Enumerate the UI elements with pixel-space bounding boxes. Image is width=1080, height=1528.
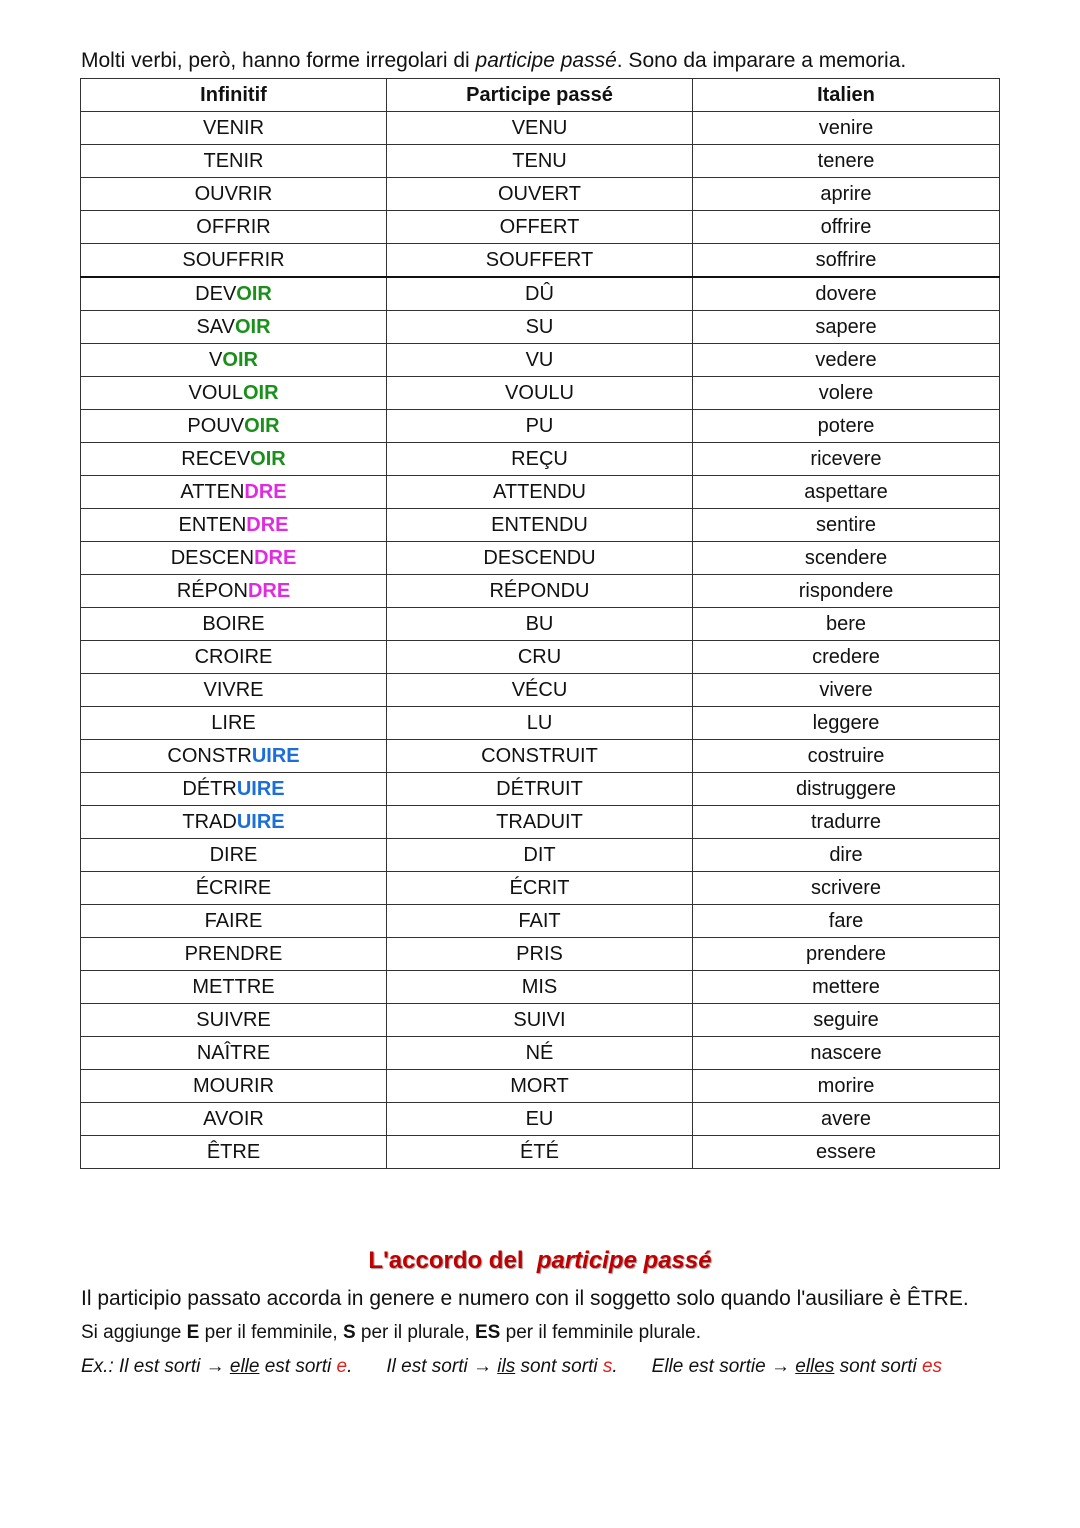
table-row bbox=[81, 542, 1000, 575]
cell-infinitif bbox=[81, 674, 387, 707]
cell-italien: scrivere bbox=[693, 872, 1000, 905]
p2-text-2: per il femminile, bbox=[199, 1322, 343, 1343]
p2-text-4: per il femminile plurale. bbox=[500, 1322, 701, 1343]
infinitif-stem: MOURIR bbox=[192, 1075, 275, 1097]
verb-table-body bbox=[81, 112, 1000, 1169]
ex1-ending: e bbox=[336, 1356, 348, 1377]
ex3-a: Elle est sortie → bbox=[651, 1356, 796, 1377]
example-1 bbox=[119, 1356, 352, 1377]
cell-participe: BU bbox=[387, 608, 693, 641]
cell-infinitif bbox=[81, 806, 387, 839]
cell-infinitif bbox=[81, 707, 387, 740]
table-row bbox=[81, 707, 1000, 740]
infinitif-stem: ATTEN bbox=[180, 481, 245, 503]
cell-italien: soffrire bbox=[693, 244, 1000, 278]
infinitif-suffix: OIR bbox=[242, 382, 279, 404]
cell-infinitif bbox=[81, 971, 387, 1004]
cell-italien: morire bbox=[693, 1070, 1000, 1103]
cell-participe: DÉTRUIT bbox=[387, 773, 693, 806]
cell-participe: FAIT bbox=[387, 905, 693, 938]
infinitif-stem: ÊTRE bbox=[206, 1141, 261, 1163]
cell-participe: RÉPONDU bbox=[387, 575, 693, 608]
cell-italien: rispondere bbox=[693, 575, 1000, 608]
table-row bbox=[81, 674, 1000, 707]
cell-participe: VÉCU bbox=[387, 674, 693, 707]
table-row bbox=[81, 145, 1000, 178]
table-row bbox=[81, 575, 1000, 608]
cell-infinitif bbox=[81, 377, 387, 410]
cell-participe: NÉ bbox=[387, 1037, 693, 1070]
infinitif-stem: DESCEN bbox=[170, 547, 255, 569]
infinitif-suffix: OIR bbox=[236, 283, 272, 305]
infinitif-stem: SUIVRE bbox=[196, 1009, 271, 1031]
cell-italien: scendere bbox=[693, 542, 1000, 575]
cell-infinitif bbox=[81, 112, 387, 145]
section-title bbox=[0, 1245, 1080, 1277]
table-row bbox=[81, 509, 1000, 542]
ex3-ending: es bbox=[921, 1356, 943, 1377]
infinitif-stem: RÉPON bbox=[176, 580, 248, 602]
cell-participe: DÛ bbox=[387, 277, 693, 311]
table-row bbox=[81, 311, 1000, 344]
infinitif-stem: LIRE bbox=[211, 712, 256, 734]
table-row bbox=[81, 178, 1000, 211]
table-row bbox=[81, 410, 1000, 443]
cell-participe: REÇU bbox=[387, 443, 693, 476]
cell-participe: VOULU bbox=[387, 377, 693, 410]
infinitif-suffix: DRE bbox=[246, 514, 289, 536]
cell-participe: VU bbox=[387, 344, 693, 377]
header-infinitif: Infinitif bbox=[81, 79, 387, 112]
cell-participe: TENU bbox=[387, 145, 693, 178]
cell-italien: offrire bbox=[693, 211, 1000, 244]
infinitif-suffix: OIR bbox=[250, 448, 286, 470]
cell-infinitif bbox=[81, 443, 387, 476]
infinitif-stem: PRENDRE bbox=[184, 943, 283, 965]
table-row bbox=[81, 905, 1000, 938]
cell-italien: distruggere bbox=[693, 773, 1000, 806]
cell-italien: vedere bbox=[693, 344, 1000, 377]
header-participe: Participe passé bbox=[387, 79, 693, 112]
cell-participe: ATTENDU bbox=[387, 476, 693, 509]
infinitif-stem: VIVRE bbox=[203, 679, 264, 701]
intro-italic: participe passé bbox=[475, 49, 617, 72]
cell-italien: sapere bbox=[693, 311, 1000, 344]
cell-participe: PU bbox=[387, 410, 693, 443]
table-row bbox=[81, 1103, 1000, 1136]
infinitif-suffix: OIR bbox=[222, 349, 258, 371]
title-italic: participe passé bbox=[536, 1247, 712, 1274]
infinitif-suffix: OIR bbox=[244, 415, 280, 437]
p2-bold-es: ES bbox=[474, 1322, 501, 1343]
cell-italien: volere bbox=[693, 377, 1000, 410]
infinitif-stem: CONSTR bbox=[167, 745, 252, 767]
intro-after: . Sono da imparare a memoria. bbox=[616, 49, 907, 72]
table-row bbox=[81, 773, 1000, 806]
infinitif-stem: VOUL bbox=[188, 382, 243, 404]
cell-italien: seguire bbox=[693, 1004, 1000, 1037]
examples-line bbox=[81, 1354, 942, 1380]
p2-text-1: Si aggiunge bbox=[81, 1322, 187, 1343]
cell-infinitif bbox=[81, 608, 387, 641]
table-row bbox=[81, 608, 1000, 641]
cell-infinitif bbox=[81, 311, 387, 344]
cell-participe: SU bbox=[387, 311, 693, 344]
cell-italien: aspettare bbox=[693, 476, 1000, 509]
cell-participe: OUVERT bbox=[387, 178, 693, 211]
cell-infinitif bbox=[81, 575, 387, 608]
table-row bbox=[81, 872, 1000, 905]
infinitif-stem: V bbox=[209, 349, 223, 371]
cell-italien: bere bbox=[693, 608, 1000, 641]
cell-participe: OFFERT bbox=[387, 211, 693, 244]
cell-infinitif bbox=[81, 542, 387, 575]
table-row bbox=[81, 938, 1000, 971]
infinitif-stem: ÉCRIRE bbox=[195, 877, 272, 899]
cell-italien: ricevere bbox=[693, 443, 1000, 476]
cell-italien: tenere bbox=[693, 145, 1000, 178]
infinitif-stem: CROIRE bbox=[194, 646, 273, 668]
cell-italien: avere bbox=[693, 1103, 1000, 1136]
cell-infinitif bbox=[81, 1037, 387, 1070]
cell-infinitif bbox=[81, 277, 387, 311]
table-row bbox=[81, 244, 1000, 278]
table-row bbox=[81, 740, 1000, 773]
cell-italien: leggere bbox=[693, 707, 1000, 740]
cell-participe: DIT bbox=[387, 839, 693, 872]
infinitif-stem: TRAD bbox=[182, 811, 237, 833]
table-row bbox=[81, 277, 1000, 311]
cell-italien: dire bbox=[693, 839, 1000, 872]
table-row bbox=[81, 476, 1000, 509]
cell-infinitif bbox=[81, 740, 387, 773]
cell-italien: potere bbox=[693, 410, 1000, 443]
cell-infinitif bbox=[81, 905, 387, 938]
cell-italien: fare bbox=[693, 905, 1000, 938]
cell-infinitif bbox=[81, 211, 387, 244]
cell-participe: PRIS bbox=[387, 938, 693, 971]
ex2-subject: ils bbox=[497, 1356, 516, 1377]
cell-infinitif bbox=[81, 1070, 387, 1103]
cell-italien: essere bbox=[693, 1136, 1000, 1169]
infinitif-suffix: UIRE bbox=[236, 778, 285, 800]
title-plain: L'accordo del bbox=[368, 1247, 537, 1274]
p2-text-3: per il plurale, bbox=[355, 1322, 475, 1343]
table-row bbox=[81, 112, 1000, 145]
cell-participe: ENTENDU bbox=[387, 509, 693, 542]
infinitif-suffix: OIR bbox=[234, 316, 271, 338]
infinitif-stem: DIRE bbox=[209, 844, 258, 866]
infinitif-suffix: DRE bbox=[244, 481, 287, 503]
cell-participe: MIS bbox=[387, 971, 693, 1004]
cell-participe: CRU bbox=[387, 641, 693, 674]
infinitif-stem: VENIR bbox=[202, 117, 265, 139]
infinitif-suffix: DRE bbox=[247, 580, 291, 602]
cell-infinitif bbox=[81, 1103, 387, 1136]
cell-participe: TRADUIT bbox=[387, 806, 693, 839]
cell-italien: costruire bbox=[693, 740, 1000, 773]
cell-infinitif bbox=[81, 344, 387, 377]
cell-italien: credere bbox=[693, 641, 1000, 674]
infinitif-stem: ENTEN bbox=[178, 514, 247, 536]
ex1-a: Il est sorti → bbox=[119, 1356, 230, 1377]
cell-infinitif bbox=[81, 410, 387, 443]
cell-participe: MORT bbox=[387, 1070, 693, 1103]
ex1-c: . bbox=[347, 1356, 353, 1377]
cell-infinitif bbox=[81, 476, 387, 509]
infinitif-stem: SAV bbox=[196, 316, 235, 338]
infinitif-stem: POUV bbox=[187, 415, 245, 437]
infinitif-suffix: DRE bbox=[254, 547, 297, 569]
cell-infinitif bbox=[81, 178, 387, 211]
cell-infinitif bbox=[81, 839, 387, 872]
table-row bbox=[81, 211, 1000, 244]
verb-table bbox=[80, 78, 1000, 1169]
ex1-b: est sorti bbox=[259, 1356, 337, 1377]
infinitif-suffix: UIRE bbox=[236, 811, 285, 833]
cell-italien: sentire bbox=[693, 509, 1000, 542]
table-row bbox=[81, 443, 1000, 476]
p2-bold-e: E bbox=[186, 1322, 200, 1343]
example-3 bbox=[652, 1356, 942, 1377]
table-row bbox=[81, 1004, 1000, 1037]
cell-infinitif bbox=[81, 145, 387, 178]
rule-paragraph: Il participio passato accorda in genere e numero con il soggetto solo quando l'ausiliare è ÊTRE. bbox=[81, 1287, 969, 1310]
table-row bbox=[81, 377, 1000, 410]
table-row bbox=[81, 839, 1000, 872]
cell-participe: CONSTRUIT bbox=[387, 740, 693, 773]
table-row bbox=[81, 971, 1000, 1004]
table-row bbox=[81, 806, 1000, 839]
infinitif-stem: DÉTR bbox=[182, 778, 237, 800]
infinitif-stem: RECEV bbox=[181, 448, 251, 470]
cell-participe: SOUFFERT bbox=[387, 244, 693, 278]
intro-text bbox=[81, 47, 906, 75]
ex2-c: . bbox=[612, 1356, 618, 1377]
infinitif-stem: FAIRE bbox=[204, 910, 263, 932]
cell-italien: vivere bbox=[693, 674, 1000, 707]
infinitif-stem: METTRE bbox=[192, 976, 275, 998]
cell-infinitif bbox=[81, 1136, 387, 1169]
cell-participe: ÉCRIT bbox=[387, 872, 693, 905]
ex1-subject: elle bbox=[229, 1356, 260, 1377]
header-italien: Italien bbox=[693, 79, 1000, 112]
cell-infinitif bbox=[81, 641, 387, 674]
cell-italien: dovere bbox=[693, 277, 1000, 311]
cell-italien: venire bbox=[693, 112, 1000, 145]
ex3-b: sont sorti bbox=[834, 1356, 922, 1377]
cell-participe: LU bbox=[387, 707, 693, 740]
table-row bbox=[81, 1136, 1000, 1169]
infinitif-stem: AVOIR bbox=[203, 1108, 264, 1130]
infinitif-stem: DEV bbox=[195, 283, 237, 305]
endings-paragraph bbox=[81, 1320, 701, 1346]
table-row bbox=[81, 1037, 1000, 1070]
cell-infinitif bbox=[81, 1004, 387, 1037]
p2-bold-s: S bbox=[342, 1322, 356, 1343]
example-2 bbox=[386, 1356, 617, 1377]
cell-infinitif bbox=[81, 244, 387, 278]
cell-italien: prendere bbox=[693, 938, 1000, 971]
cell-infinitif bbox=[81, 509, 387, 542]
cell-participe: DESCENDU bbox=[387, 542, 693, 575]
table-row bbox=[81, 344, 1000, 377]
cell-italien: mettere bbox=[693, 971, 1000, 1004]
cell-infinitif bbox=[81, 938, 387, 971]
cell-infinitif bbox=[81, 773, 387, 806]
ex3-subject: elles bbox=[795, 1356, 835, 1377]
ex2-a: Il est sorti → bbox=[386, 1356, 498, 1377]
cell-participe: ÉTÉ bbox=[387, 1136, 693, 1169]
table-header-row bbox=[81, 79, 1000, 112]
infinitif-stem: NAÎTRE bbox=[196, 1042, 271, 1064]
cell-participe: SUIVI bbox=[387, 1004, 693, 1037]
cell-participe: EU bbox=[387, 1103, 693, 1136]
ex2-ending: s bbox=[602, 1356, 613, 1377]
cell-italien: tradurre bbox=[693, 806, 1000, 839]
infinitif-stem: SOUFFRIR bbox=[182, 249, 285, 271]
cell-italien: aprire bbox=[693, 178, 1000, 211]
cell-participe: VENU bbox=[387, 112, 693, 145]
ex2-b: sont sorti bbox=[515, 1356, 603, 1377]
intro-before: Molti verbi, però, hanno forme irregolari di bbox=[81, 49, 476, 72]
infinitif-stem: OFFRIR bbox=[196, 216, 271, 238]
infinitif-suffix: UIRE bbox=[251, 745, 300, 767]
infinitif-stem: BOIRE bbox=[202, 613, 265, 635]
examples-prefix: Ex.: bbox=[81, 1356, 120, 1377]
cell-italien: nascere bbox=[693, 1037, 1000, 1070]
cell-infinitif bbox=[81, 872, 387, 905]
table-row bbox=[81, 1070, 1000, 1103]
table-row bbox=[81, 641, 1000, 674]
infinitif-stem: TENIR bbox=[203, 150, 264, 172]
infinitif-stem: OUVRIR bbox=[194, 183, 273, 205]
